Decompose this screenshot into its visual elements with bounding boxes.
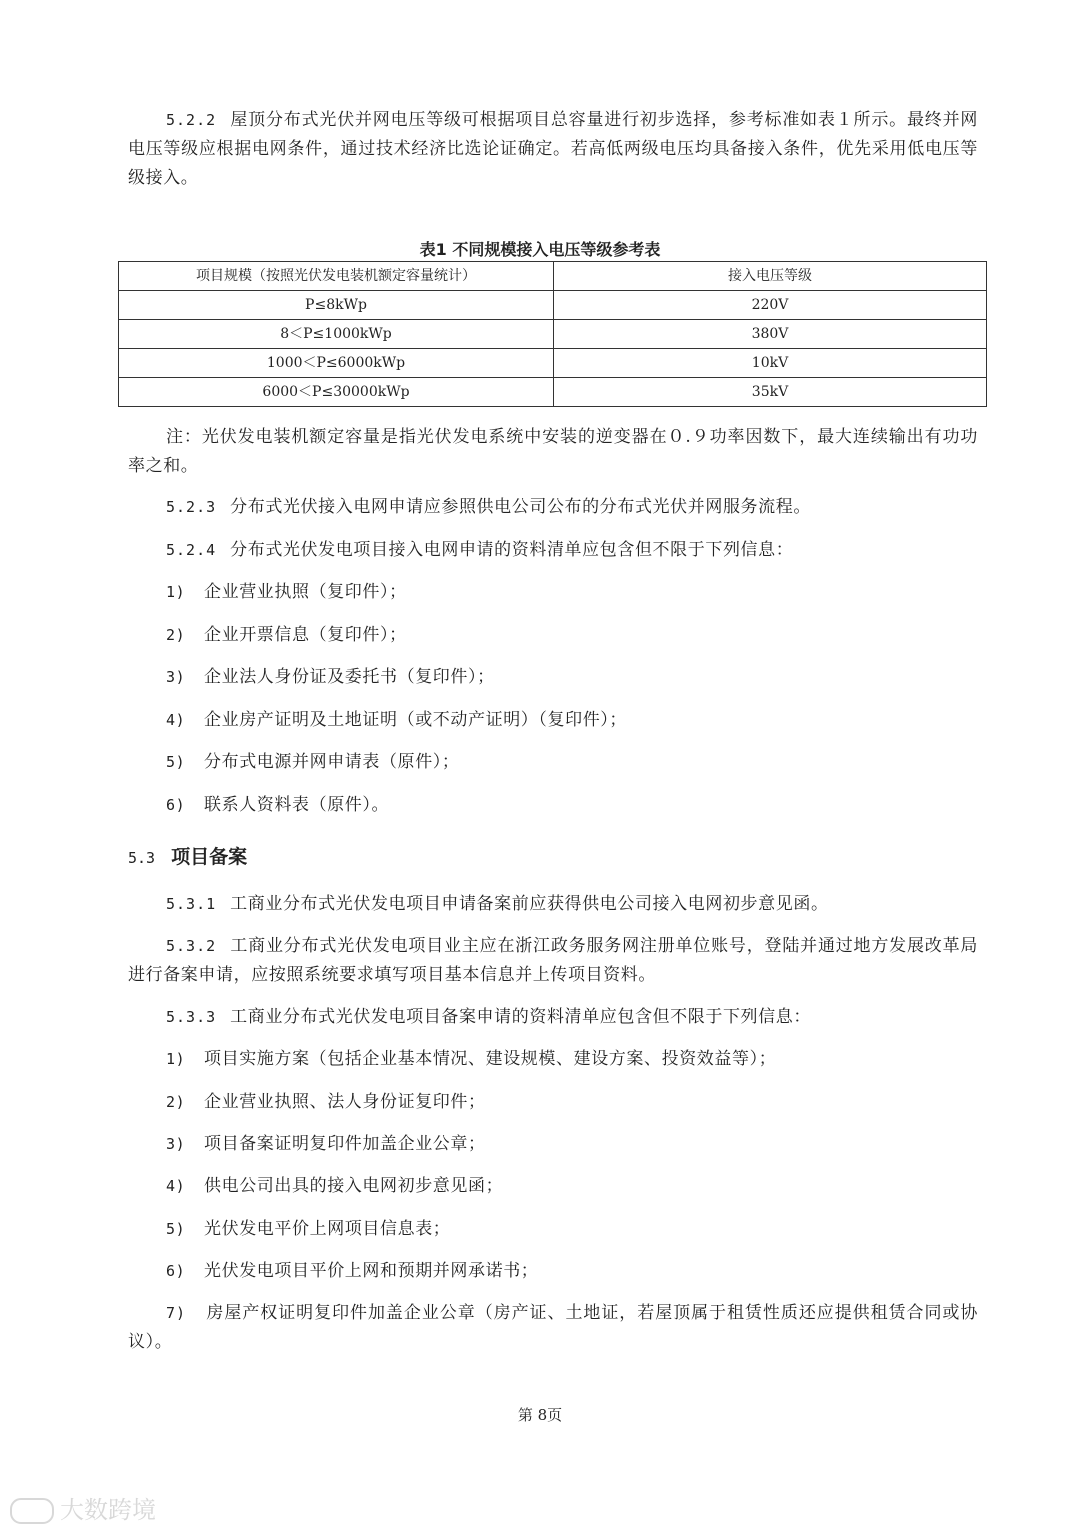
table-cell: 10kV xyxy=(554,349,987,378)
list-item: 5) 光伏发电平价上网项目信息表； xyxy=(166,1219,451,1239)
section-heading xyxy=(128,842,247,869)
clause-number: 5.2.2 xyxy=(166,111,217,129)
clause-text: 工商业分布式光伏发电项目业主应在浙江政务服务网注册单位账号，登陆并通过地方发展改革局进行备案申请，应按照系统要求填写项目基本信息并上传项目资料。 xyxy=(128,936,978,985)
watermark-logo-icon xyxy=(10,1498,54,1524)
table-header-cell: 项目规模（按照光伏发电装机额定容量统计） xyxy=(119,262,554,291)
table-cell: 35kV xyxy=(554,378,987,407)
list-item: 2) 企业开票信息（复印件）； xyxy=(166,625,407,645)
table-header-row xyxy=(119,262,987,291)
watermark xyxy=(10,1490,156,1525)
clause-5-3-2 xyxy=(128,932,978,990)
clause-text: 屋顶分布式光伏并网电压等级可根据项目总容量进行初步选择，参考标准如表１所示。最终并网电压等级应根据电网条件，通过技术经济比选论证确定。若高低两级电压均具备接入条件，优先采用低电压等级接入。 xyxy=(128,110,978,188)
table-row xyxy=(119,291,987,320)
list-item: 2) 企业营业执照、法人身份证复印件； xyxy=(166,1092,486,1112)
clause-5-3-3 xyxy=(128,1003,978,1032)
table-header-cell: 接入电压等级 xyxy=(554,262,987,291)
list-item: 5) 分布式电源并网申请表（原件）； xyxy=(166,752,460,772)
table-cell: 220V xyxy=(554,291,987,320)
table-cell: P≤8kWp xyxy=(119,291,554,320)
voltage-level-table xyxy=(118,261,987,407)
section-title: 项目备案 xyxy=(171,846,248,868)
list-item: 4) 供电公司出具的接入电网初步意见函； xyxy=(166,1176,504,1196)
clause-5-3-1 xyxy=(128,890,978,919)
list-item: 3) 项目备案证明复印件加盖企业公章； xyxy=(166,1134,486,1154)
clause-number: 5.2.3 xyxy=(166,498,217,516)
clause-text: 工商业分布式光伏发电项目申请备案前应获得供电公司接入电网初步意见函。 xyxy=(230,894,829,914)
table-row xyxy=(119,378,987,407)
table-note: 注：光伏发电装机额定容量是指光伏发电系统中安装的逆变器在０.９功率因数下，最大连续输出有功功率之和。 xyxy=(128,427,978,476)
clause-number: 5.2.4 xyxy=(166,541,217,559)
list-item: 1) 项目实施方案（包括企业基本情况、建设规模、建设方案、投资效益等）； xyxy=(166,1049,777,1069)
table-title: 表1 不同规模接入电压等级参考表 xyxy=(419,240,661,259)
clause-text: 分布式光伏接入电网申请应参照供电公司公布的分布式光伏并网服务流程。 xyxy=(230,497,811,517)
list-item: 1) 企业营业执照（复印件）； xyxy=(166,582,407,602)
clause-5-2-3 xyxy=(128,493,978,522)
clause-text: 分布式光伏发电项目接入电网申请的资料清单应包含但不限于下列信息： xyxy=(230,540,794,560)
clause-5-2-4 xyxy=(128,536,978,565)
section-number: 5.3 xyxy=(128,849,156,867)
table-cell: 380V xyxy=(554,320,987,349)
table-cell: 1000＜P≤6000kWp xyxy=(119,349,554,378)
clause-number: 5.3.3 xyxy=(166,1008,217,1026)
clause-number: 5.3.2 xyxy=(166,937,217,955)
list-item: 3) 企业法人身份证及委托书（复印件）； xyxy=(166,667,495,687)
clause-text: 工商业分布式光伏发电项目备案申请的资料清单应包含但不限于下列信息： xyxy=(230,1007,811,1027)
clause-number: 5.3.1 xyxy=(166,895,217,913)
table-cell: 8＜P≤1000kWp xyxy=(119,320,554,349)
watermark-text: 大数跨境 xyxy=(60,1496,156,1524)
table-row xyxy=(119,320,987,349)
page-number: 第 8页 xyxy=(517,1406,563,1424)
table-cell: 6000＜P≤30000kWp xyxy=(119,378,554,407)
table-row xyxy=(119,349,987,378)
list-item-wrapped: 7) 房屋产权证明复印件加盖企业公章（房产证、土地证，若屋顶属于租赁性质还应提供租赁合同或协议）。 xyxy=(128,1303,978,1352)
list-item: 6) 联系人资料表（原件）。 xyxy=(166,795,390,815)
clause-5-2-2 xyxy=(128,106,978,193)
list-item: 4) 企业房产证明及土地证明（或不动产证明）（复印件）； xyxy=(166,710,627,730)
list-item: 6) 光伏发电项目平价上网和预期并网承诺书； xyxy=(166,1261,539,1281)
